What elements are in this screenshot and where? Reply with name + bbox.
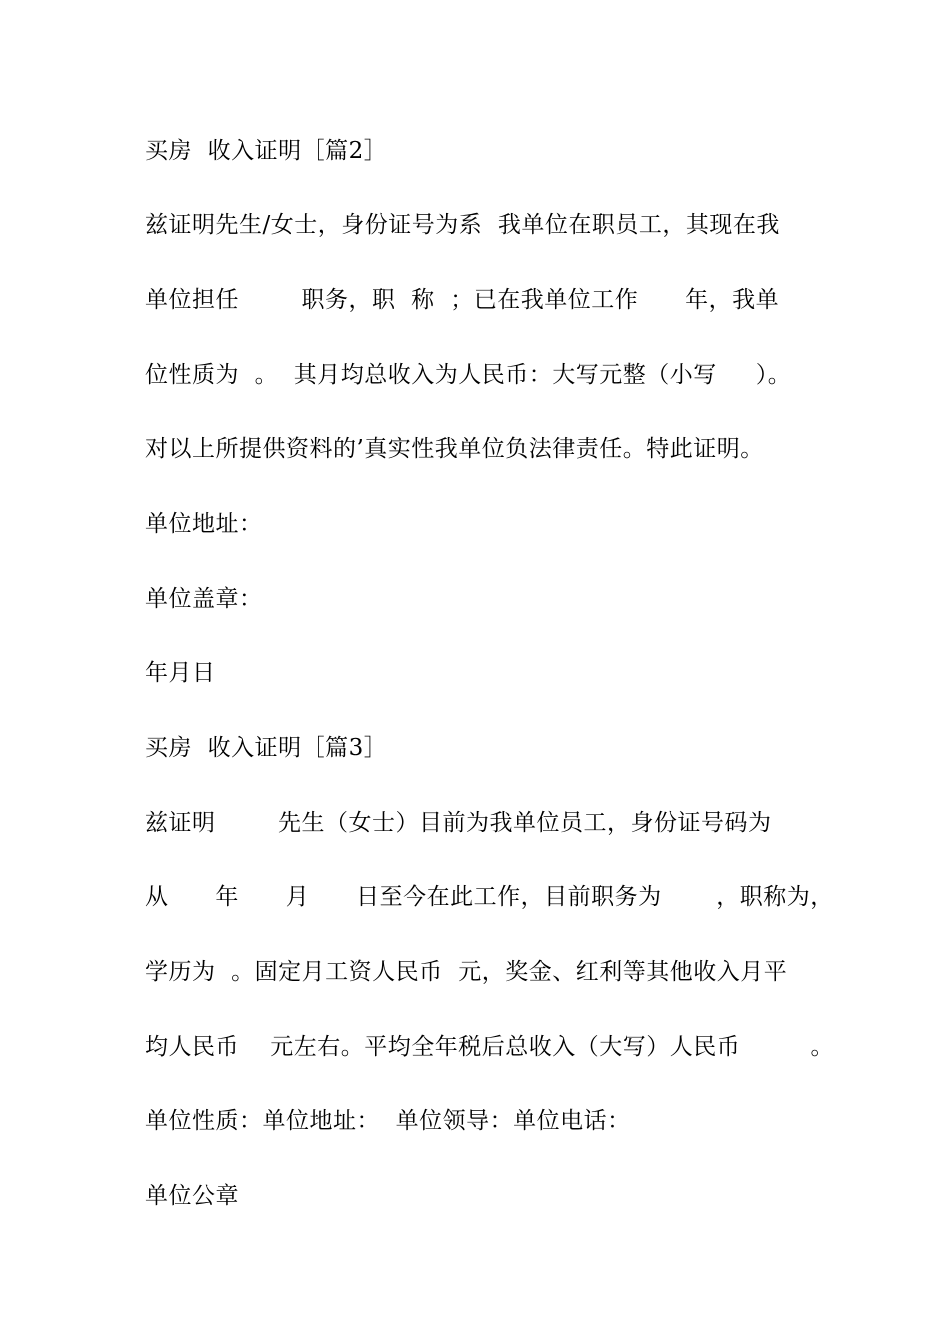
paragraph-line: 位性质为 。 其月均总收入为人民币：大写元整（小写 ）。	[145, 362, 792, 388]
field-date: 年月日	[145, 660, 216, 686]
field-company-address: 单位地址：	[145, 511, 263, 537]
paragraph-line: 学历为 。固定月工资人民币 元，奖金、红利等其他收入月平	[145, 959, 788, 985]
paragraph-line: 从 年 月 日至今在此工作，目前职务为 ，职称为，	[145, 884, 834, 910]
company-info-fields: 单位性质：单位地址： 单位领导：单位电话：	[145, 1108, 631, 1134]
section-title-2: 买房 收入证明［篇2］	[145, 138, 388, 164]
field-company-seal: 单位盖章：	[145, 586, 263, 612]
paragraph-line: 单位担任 职务，职 称 ；已在我单位工作 年，我单	[145, 287, 780, 313]
paragraph-line: 均人民币 元左右。平均全年税后总收入（大写）人民币 。	[145, 1034, 835, 1060]
section-title-3: 买房 收入证明［篇3］	[145, 735, 388, 761]
field-company-official-seal: 单位公章	[145, 1183, 239, 1209]
paragraph-line: 对以上所提供资料的’真实性我单位负法律责任。特此证明。	[145, 436, 764, 462]
paragraph-line: 兹证明先生/女士，身份证号为系 我单位在职员工，其现在我	[145, 212, 780, 238]
paragraph-line: 兹证明 先生（女士）目前为我单位员工，身份证号码为	[145, 810, 772, 836]
